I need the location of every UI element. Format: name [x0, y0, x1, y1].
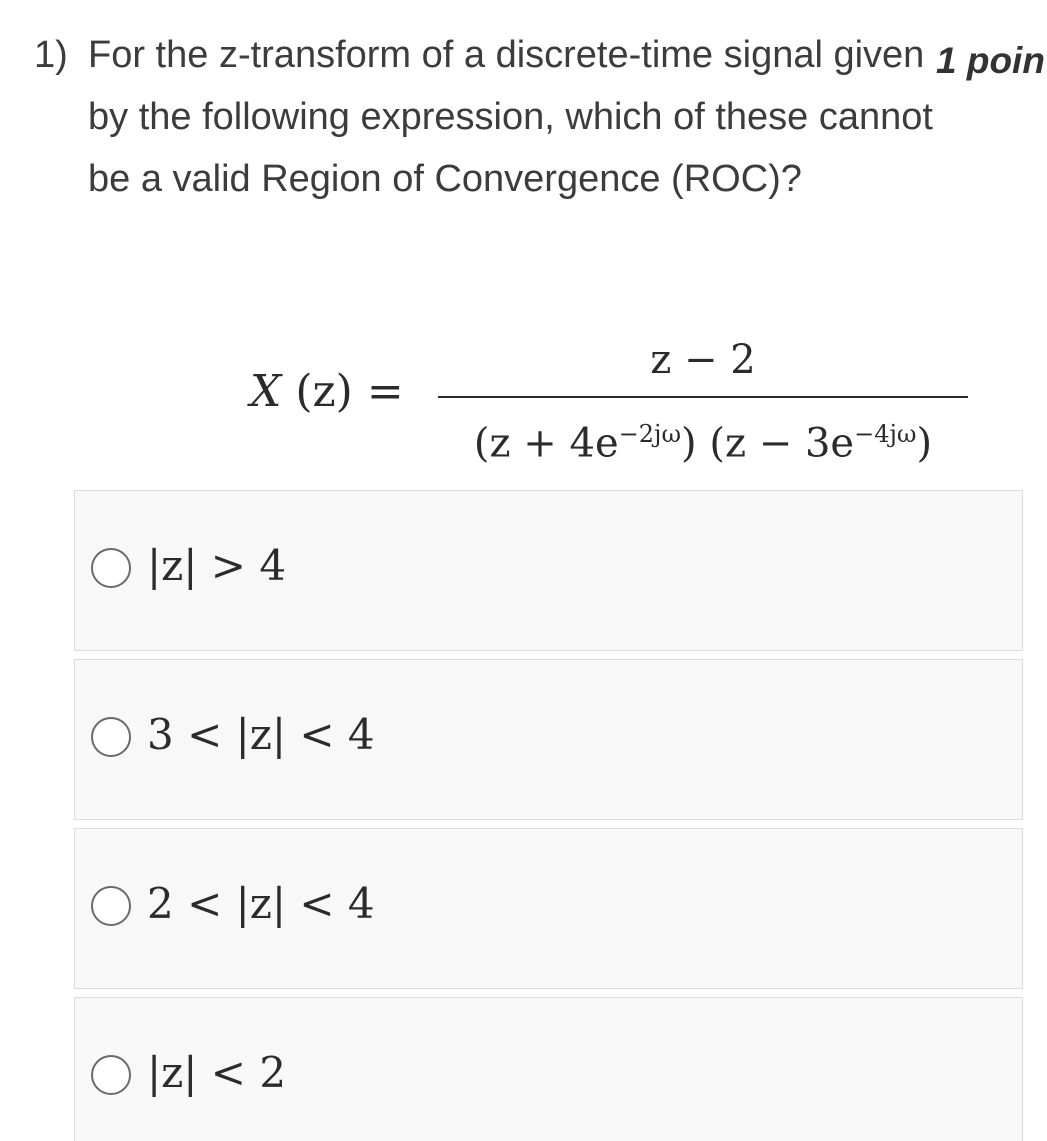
option-label: |z| > 4 [147, 541, 287, 590]
radio-button[interactable] [91, 1055, 131, 1095]
formula-numerator: z − 2 [650, 337, 756, 383]
den-exp2: −4jω [854, 420, 917, 448]
question-number: 1) [34, 34, 68, 76]
option-2[interactable] [74, 659, 1023, 820]
formula-lhs [250, 366, 404, 417]
formula-denominator [438, 406, 968, 471]
den-exp1: −2jω [618, 420, 682, 448]
option-1[interactable] [74, 490, 1023, 651]
den-part1: (z + 4e [473, 420, 619, 467]
option-label: |z| < 2 [147, 1048, 287, 1097]
option-label: 3 < |z| < 4 [147, 710, 375, 759]
points-label: 1 poin [936, 40, 1045, 81]
option-3[interactable] [74, 828, 1023, 989]
den-part2: ) (z − 3e [681, 420, 855, 467]
radio-button[interactable] [91, 886, 131, 926]
fraction-bar [438, 396, 968, 398]
formula-fraction [438, 330, 968, 471]
formula-lhs-arg: (z) = [281, 366, 404, 417]
option-label: 2 < |z| < 4 [147, 879, 375, 928]
formula-lhs-func: X [250, 366, 282, 417]
option-4[interactable] [74, 997, 1023, 1141]
radio-button[interactable] [91, 717, 131, 757]
den-part3: ) [916, 420, 933, 467]
question-text: For the z-transform of a discrete-time signal given by the following expression, which of these cannot be a valid Region of Convergence (ROC)? [88, 34, 933, 200]
radio-button[interactable] [91, 548, 131, 588]
